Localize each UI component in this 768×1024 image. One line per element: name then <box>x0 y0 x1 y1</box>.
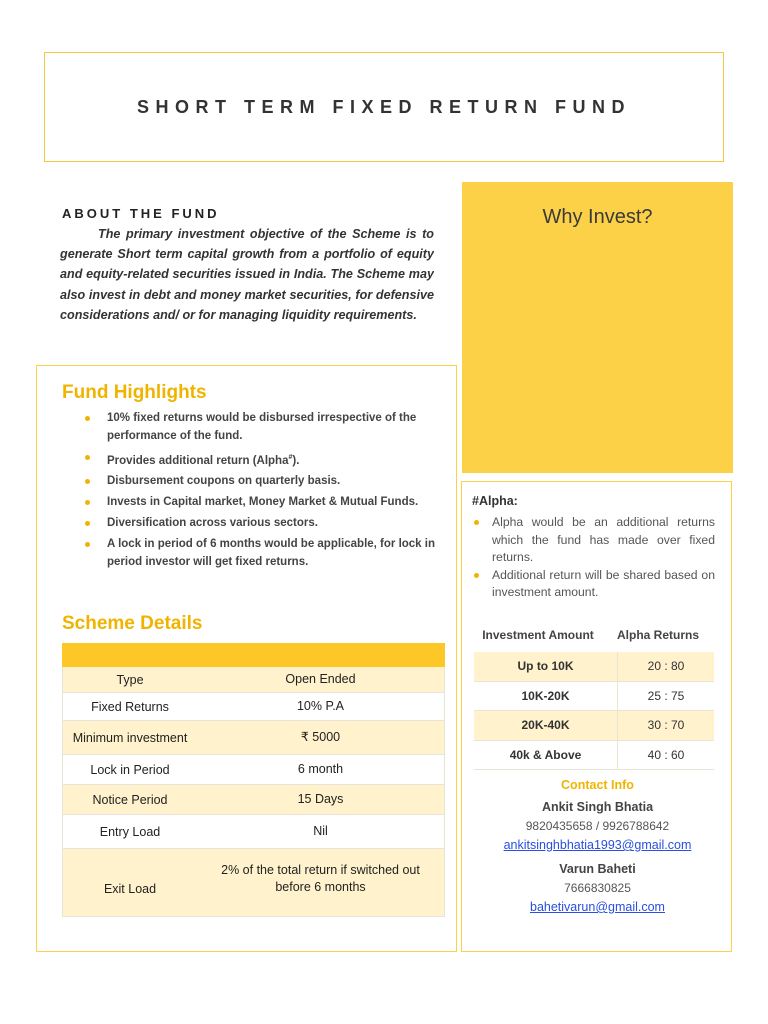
table-row: Lock in Period 6 month <box>62 755 445 785</box>
bullet-icon <box>474 520 479 525</box>
contact-name: Ankit Singh Bhatia <box>541 800 654 814</box>
table-row: Exit Load 2% of the total return if switched out before 6 months <box>62 849 445 917</box>
table-row: 20K-40K 30 : 70 <box>474 711 714 741</box>
bullet-icon <box>85 500 90 505</box>
table-row: Minimum investment ₹ 5000 <box>62 721 445 755</box>
table-row: Entry Load Nil <box>62 815 445 849</box>
contact-email-link[interactable]: ankitsinghbhatia1993@gmail.com <box>503 838 692 852</box>
bullet-icon <box>474 573 479 578</box>
table-row: Notice Period 15 Days <box>62 785 445 815</box>
table-row: Fixed Returns 10% P.A <box>62 693 445 721</box>
list-item: Invests in Capital market, Money Market & Mutual Funds. <box>85 494 435 512</box>
table-row: Up to 10K 20 : 80 <box>474 652 714 682</box>
alpha-table-header: Investment Amount Alpha Returns <box>482 628 699 642</box>
fund-highlights-list <box>85 410 435 575</box>
bullet-icon <box>85 416 90 421</box>
alpha-returns-table <box>474 652 714 770</box>
alpha-title: #Alpha: <box>472 494 518 508</box>
table-row: 10K-20K 25 : 75 <box>474 682 714 712</box>
contact-name: Varun Baheti <box>559 862 636 876</box>
why-invest-title: Why Invest? <box>542 206 653 228</box>
contact-phone: 9820435658 / 9926788642 <box>525 819 670 833</box>
contact-info <box>462 778 733 914</box>
list-item: Additional return will be shared based on investment amount. <box>474 567 715 602</box>
list-item: A lock in period of 6 months would be applicable, for lock in period investor will get fixed returns. <box>85 536 435 571</box>
bullet-icon <box>85 479 90 484</box>
bullet-icon <box>85 542 90 547</box>
bullet-icon <box>85 521 90 526</box>
list-item: Provides additional return (Alpha#). <box>85 449 435 470</box>
fund-highlights-title: Fund Highlights <box>62 382 207 403</box>
scheme-details-table <box>62 643 445 917</box>
list-item: Diversification across various sectors. <box>85 515 435 533</box>
table-row: Type Open Ended <box>62 667 445 693</box>
table-header <box>62 643 445 667</box>
alpha-list <box>474 514 715 602</box>
table-row: 40k & Above 40 : 60 <box>474 741 714 771</box>
list-item: Disbursement coupons on quarterly basis. <box>85 473 435 491</box>
list-item: Alpha would be an additional returns which the fund has made over fixed returns. <box>474 514 715 567</box>
scheme-details-title: Scheme Details <box>62 613 203 634</box>
list-item: 10% fixed returns would be disbursed irrespective of the performance of the fund. <box>85 410 435 445</box>
contact-title: Contact Info <box>561 778 634 792</box>
contact-phone: 7666830825 <box>564 881 631 895</box>
about-heading: ABOUT THE FUND <box>62 206 220 221</box>
title-box <box>44 52 724 162</box>
contact-email-link[interactable]: bahetivarun@gmail.com <box>530 900 665 914</box>
bullet-icon <box>85 455 90 460</box>
about-text: The primary investment objective of the Scheme is to generate Short term capital growth from a portfolio of equity and equity-related securities issued in India. The Scheme may also invest in debt and money market securities, for defensive considerations and/ or for managing liquidity requirements. <box>60 227 434 322</box>
page-title: SHORT TERM FIXED RETURN FUND <box>137 96 631 117</box>
